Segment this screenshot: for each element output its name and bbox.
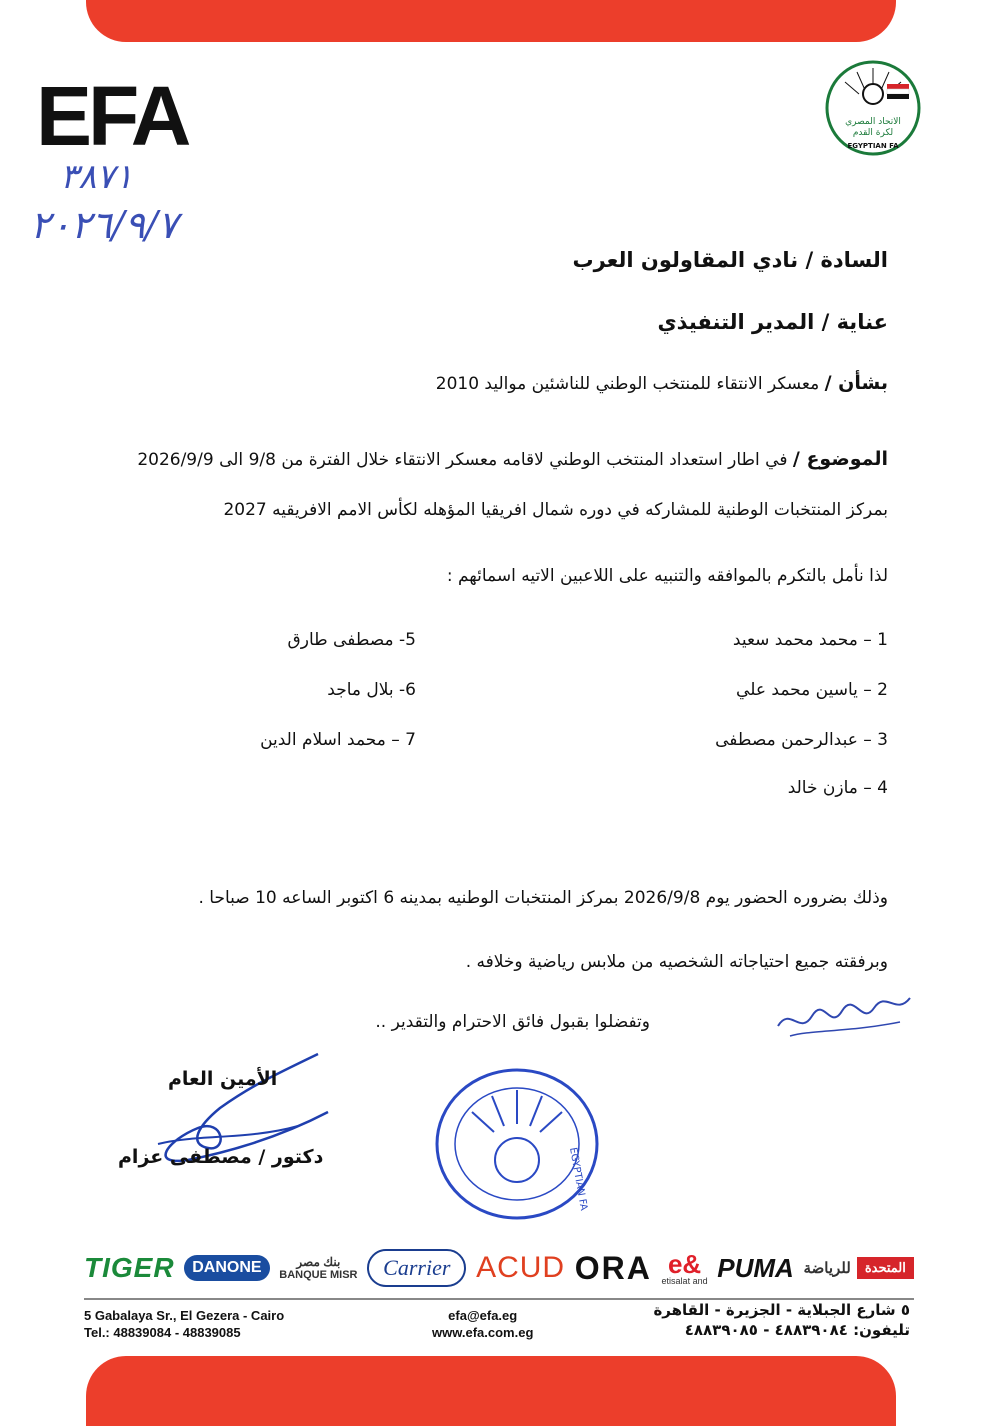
closing-line: وتفضلوا بقبول فائق الاحترام والتقدير .. [375,1012,650,1032]
bottom-red-banner [86,1356,896,1426]
handwritten-signature-right [770,986,920,1046]
regarding-text: معسكر الانتقاء للمنتخب الوطني للناشئين مواليد 2010 [435,374,820,394]
handwritten-reference-number: ٣٨٧١ [60,157,134,197]
signatory-title: الأمين العام [168,1068,278,1090]
player-item: 5- مصطفى طارق [287,630,416,650]
sponsor-logos-strip [84,1240,914,1296]
subject-continuation: بمركز المنتخبات الوطنية للمشاركه في دوره شمال افريقيا المؤهله لكأس الامم الافريقيه 2027 [223,500,888,520]
efa-wordmark-logo: EFA [36,69,188,163]
player-item: 7 – محمد اسلام الدين [260,730,416,750]
banque-misr-label: BANQUE MISR [279,1269,358,1281]
footer-email[interactable]: efa@efa.eg [448,1308,518,1323]
footer-website[interactable]: www.efa.com.eg [432,1325,534,1340]
footer-tel-en: Tel.: 48839084 - 48839085 [84,1325,241,1340]
footer-address-en: 5 Gabalaya Sr., El Gezera - Cairo [84,1308,285,1323]
player-item: 6- بلال ماجد [327,680,416,700]
player-item: 2 – ياسين محمد علي [736,680,888,700]
footer-tel-ar: تليفون: ٤٨٨٣٩٠٨٤ - ٤٨٨٣٩٠٨٥ [684,1321,910,1339]
svg-text:EGYPTIAN FA: EGYPTIAN FA [567,1146,589,1212]
footer-online-contact [432,1307,533,1341]
player-item: 1 – محمد محمد سعيد [732,630,888,650]
united-sports-label: للرياضة [803,1260,851,1277]
svg-text:EGYPTIAN FA: EGYPTIAN FA [847,142,899,150]
subject-label: الموضوع / [792,448,888,470]
sponsor-puma-logo: PUMA [717,1252,794,1283]
etisalat-label: etisalat and [661,1275,708,1286]
equipment-line: وبرفقته جميع احتياجاته الشخصيه من ملابس رياضية وخلافه . [465,952,888,972]
signatory-name: دكتور / مصطفى عزام [118,1146,324,1168]
sponsor-ora-logo: ORA [574,1249,652,1286]
player-item: 4 – مازن خالد [787,778,888,798]
attendance-line: وذلك بضروره الحضور يوم 2026/9/8 بمركز المنتخبات الوطنيه بمدينه 6 اكتوبر الساعه 10 صباحا . [198,888,888,908]
sponsor-danone-logo: DANONE [184,1255,269,1281]
svg-text:الاتحاد المصري: الاتحاد المصري [845,117,901,127]
sponsor-acud-logo: ACUD [476,1251,566,1284]
sponsor-tiger-logo: TIGER [84,1252,175,1283]
footer-address-ar: ٥ شارع الجبلاية - الجزيرة - القاهرة [653,1301,910,1319]
player-item: 3 – عبدالرحمن مصطفى [715,730,888,750]
subject-line [137,448,888,470]
attention-line: عناية / المدير التنفيذي [657,310,888,334]
sponsor-united-sports-logo [804,1257,914,1279]
united-sports-red-label: المتحدة [857,1257,914,1279]
top-red-banner [86,0,896,42]
sponsor-banque-misr-logo [279,1255,357,1281]
subject-text: في اطار استعداد المنتخب الوطني لاقامه معسكر الانتقاء خلال الفترة من 9/8 الى 2026/9/9 [137,450,788,470]
sponsor-carrier-logo: Carrier [367,1249,466,1287]
footer-contact-english [84,1307,284,1341]
banque-misr-arabic: بنك مصر [296,1255,341,1269]
regarding-label: بشأن / [824,372,888,394]
recipient-line: السادة / نادي المقاولون العرب [572,248,888,272]
svg-text:لكرة القدم: لكرة القدم [852,128,894,138]
official-stamp-seal [432,1064,602,1224]
sponsor-etisalat-logo: e& etisalat and [661,1248,708,1286]
footer-contact-arabic [653,1300,910,1340]
regarding-line [436,372,888,394]
request-line: لذا نأمل بالتكرم بالموافقه والتنبيه على اللاعبين الاتيه اسمائهم : [446,566,888,586]
egyptian-fa-crest-logo [825,58,921,158]
handwritten-date: ٢٠٢٦/٩/٧ [30,203,179,247]
